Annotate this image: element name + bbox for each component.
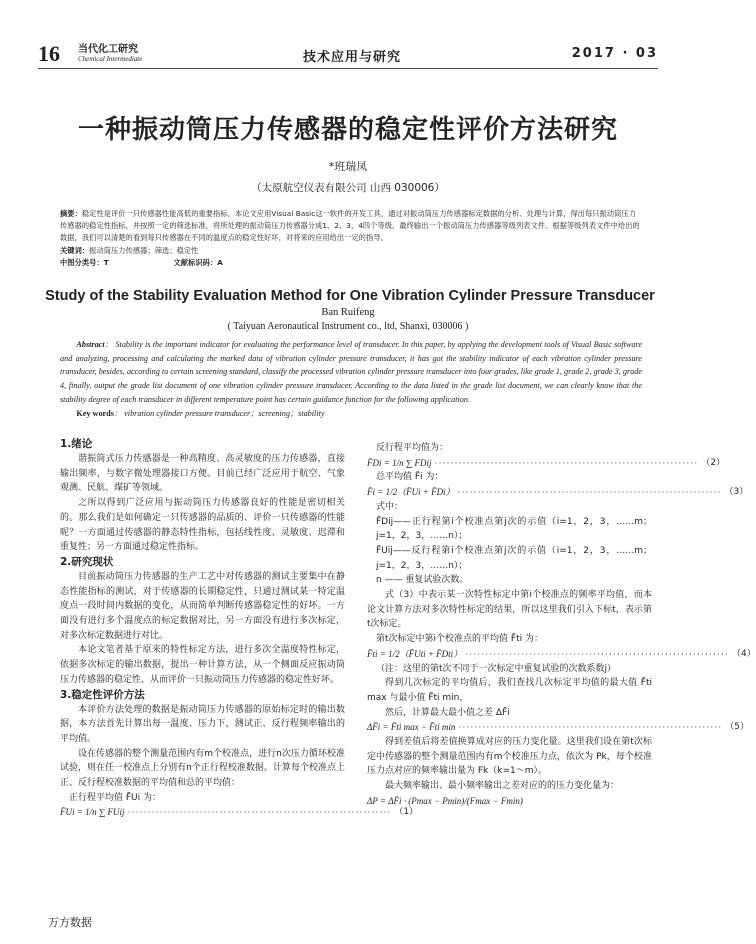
english-keywords-label: Key words <box>76 408 114 418</box>
english-abstract-label: Abstract <box>76 340 105 349</box>
equation-6-body: ΔP = ΔF̄i · (Pmax − Pmin)/(Fmax − Fmin) <box>367 795 523 806</box>
paragraph: 得到几次标定的平均值后，我们查找几次标定平均值的最大值 F̄ti max 与最小值 F̄ti min， <box>367 678 652 703</box>
paragraph: 得到差值后将差值换算成对应的压力变化量。这里我们设在第t次标定中传感器的整个测量范围内有m个校准压力点，依次为 Pk，每个校准压力点对应的频率输出量为 Fk（k=1～m）。 <box>367 737 652 777</box>
english-author: Ban Ruifeng <box>321 307 375 318</box>
equation-5-number: （5） <box>725 722 749 733</box>
paragraph: 最大频率输出、最小频率输出之差对应的的压力变化量为： <box>385 781 620 792</box>
definition: F̄Dij——正行程第i个校准点第j次的示值（i=1，2，3，……m；j=1，2，3，……n）； <box>376 516 652 542</box>
section-name: 技术应用与研究 <box>303 50 402 65</box>
heading-status: 2.研究现状 <box>60 555 114 568</box>
paragraph: 本评价方法处理的数据是振动筒压力传感器的原始标定时的输出数据，本方法首先计算出每一温度、压力下，测试正、反行程频率输出的平均值。 <box>60 704 345 744</box>
keywords-cn-label: 关键词： <box>60 245 90 255</box>
paragraph: 然后，计算最大最小值之差 ΔF̄i <box>385 707 510 718</box>
english-affiliation: ( Taiyuan Aeronautical Instrument co., ltd, Shanxi, 030006 ) <box>227 321 469 332</box>
equation-2 <box>367 456 726 471</box>
equation-4 <box>367 647 756 662</box>
paragraph: 式（3）中表示某一次特性标定中第i个校准点的频率平均值，而本论文计算方法对多次特性标定的结果，所以这里我们引入下标t，表示第t次标定。 <box>367 590 652 630</box>
affiliation: （太原航空仪表有限公司 山西 030006） <box>251 182 445 194</box>
clc-value: T <box>103 257 109 267</box>
abstract-cn-text: 稳定性是评价一只传感器性能高低的重要指标，本论文应用Visual Basic这一软件的开发工具，通过对振动筒压力传感器标定数据的分析、处理与计算，得出每只振动筒压力传感器的稳定性指标，并按照一定的筛选标准，将所处理的振动筒压力传感器分成1、2、3、4四个等级，最终输出一个振动筒压力传感器等级列表文件。根据等级列表文件中给出的数据，我们可以清楚的看到每只传感器在不同的温度点的稳定性好坏，对将来的应用给出一定的指导。 <box>60 209 640 243</box>
equation-4-number: （4） <box>731 648 756 659</box>
journal-name-cn: 当代化工研究 <box>78 44 138 55</box>
page-number: 16 <box>38 41 60 66</box>
leader-dots: ·································································· <box>458 722 723 733</box>
english-keywords: vibration cylinder pressure transducer；screening；stability <box>124 408 325 418</box>
equation-1 <box>60 805 419 820</box>
equation-1-number: （1） <box>394 807 419 818</box>
where-label: 式中： <box>376 501 404 512</box>
formula-label: 正行程平均值 F̄Ui 为： <box>69 792 161 803</box>
issue-label: 2017 · 03 <box>571 46 658 61</box>
equation-3 <box>367 485 749 500</box>
equation-4-body: F̄ti = 1/2（F̄Uti + F̄Dti） <box>367 648 463 659</box>
right-column <box>367 441 756 809</box>
equation-2-number: （2） <box>701 457 726 468</box>
equation-6 <box>367 794 652 809</box>
abstract-cn <box>60 208 640 269</box>
formula-label: 总平均值 F̄i 为： <box>376 472 444 483</box>
leader-dots: ·································································· <box>434 457 699 468</box>
paragraph: 本论文笔者基于原来的特性标定方法，进行多次全温度特性标定，依据多次标定的输出数据，提出一种计算方法，从一个侧面反应振动筒压力传感器的稳定性，从而评价一只振动筒压力传感器的稳定性好坏。 <box>60 645 345 685</box>
header-rule <box>38 68 658 69</box>
abstract-cn-label: 摘要： <box>60 209 82 218</box>
equation-5-body: ΔF̄i = F̄ti max − F̄ti min <box>367 722 456 733</box>
english-abstract-text: Stability is the important indicator for evaluating the performance level of transducer. In this paper, by applying the development tools of Visual Basic software and analyzing, processing and calculating the marked data of vibration cylinder pressure transducer, it has got the stability indicator of each vibration cylinder pressure transducer, besides, according to certain screening standard, classify the processed vibration cylinder pressure transducer into four grades, like grade 1, grade 2, grade 3, grade 4, finally, output the grade list document of one vibration cylinder pressure transducer. According to the data listed in the grade list document, we can clearly know that the stability degree of each transducer in different temperature point has certain guidance function for the following application. <box>60 340 642 404</box>
journal-name-en: Chemical Intermediate <box>78 55 143 63</box>
equation-3-number: （3） <box>724 487 749 498</box>
equation-5 <box>367 720 749 735</box>
heading-introduction: 1.绪论 <box>60 438 93 450</box>
paragraph: 设在传感器的整个测量范围内有m个校准点，进行n次压力循环校准试验，则在任一校准点上分别有n个正行程校准数据。计算每个校准点上正、反行程校准数据的平均值和总的平均值： <box>60 748 345 789</box>
clc-label: 中图分类号： <box>60 257 104 267</box>
formula-label: 第t次标定中第i个校准点的平均值 F̄ti 为： <box>376 634 543 645</box>
definition: n —— 重复试验次数。 <box>376 575 469 586</box>
doccode-label: 文献标识码： <box>173 257 218 267</box>
author: *班瑞凤 <box>328 160 368 173</box>
paper-title: 一种振动筒压力传感器的稳定性评价方法研究 <box>77 115 618 145</box>
paragraph: 之所以得到广泛应用与振动筒压力传感器良好的性能是密切相关的。那么我们是如何确定一只传感器的品质的、评价一只传感器的性能呢？一方面通过传感器的静态特性指标，包括线性度、灵敏度、迟滞和重复性；另一方面通过稳定性指标。 <box>60 498 345 553</box>
english-title: Study of the Stability Evaluation Method for One Vibration Cylinder Pressure Transducer <box>45 288 655 304</box>
paragraph: 目前振动筒压力传感器的生产工艺中对传感器的测试主要集中在静态性能指标的测试，对于传感器的长期稳定性，只通过测试某一特定温度点一段时间内数据的变化，从而简单判断传感器稳定性的好坏。一方面没有进行多个温度点的标定数据对比，另一方面没有进行多次标定，对多次标定数据进行对比。 <box>60 571 345 641</box>
doccode-value: A <box>217 257 223 267</box>
leader-dots: ·································································· <box>457 487 722 498</box>
leader-dots: ·································································· <box>465 648 729 659</box>
note: （注：这里的第t次不同于一次标定中重复试验的次数系数j） <box>376 663 617 674</box>
english-abstract: Abstract： Stability is the important indicator for evaluating the performance level of transducer. In this paper, by applying the development tools of Visual Basic software and analyzing, processing and calculating the marked data of vibration cylinder pressure transducer, it has got the stability indicator of each vibration cylinder pressure transducer, besides, according to certain screening standard, classify the processed vibration cylinder pressure transducer into four grades, like grade 1, grade 2, grade 3, grade 4, finally, output the grade list document of one vibration cylinder pressure transducer. According to the data listed in the grade list document, we can clearly know that the stability degree of each transducer in different temperature point has certain guidance function for the following application. Key words： vibration cylinder pressure transducer；screening；stability <box>60 340 642 418</box>
keywords-cn: 振动筒压力传感器；筛选；稳定性 <box>89 245 199 255</box>
heading-method: 3.稳定性评价方法 <box>60 688 145 701</box>
formula-label: 反行程平均值为： <box>376 443 449 453</box>
equation-2-body: F̄Di = 1/n ∑ FDij <box>367 457 432 468</box>
leader-dots: ·································································· <box>127 807 392 818</box>
paragraph: 谐振筒式压力传感器是一种高精度、高灵敏度的压力传感器，直接输出频率，与数字微处理器接口方便。目前已经广泛应用于航空、气象观测、民航、煤矿等领域。 <box>60 454 345 494</box>
running-header <box>38 41 658 68</box>
footer-watermark: 万方数据 <box>48 916 92 929</box>
equation-1-body: F̄Ui = 1/n ∑ FUij <box>60 807 125 818</box>
equation-3-body: F̄i = 1/2（F̄Ui + F̄Di） <box>367 487 455 498</box>
definition: F̄Uij——反行程第i个校准点第j次的示值（i=1，2，3，……m；j=1，2，3，……n）； <box>376 545 652 571</box>
